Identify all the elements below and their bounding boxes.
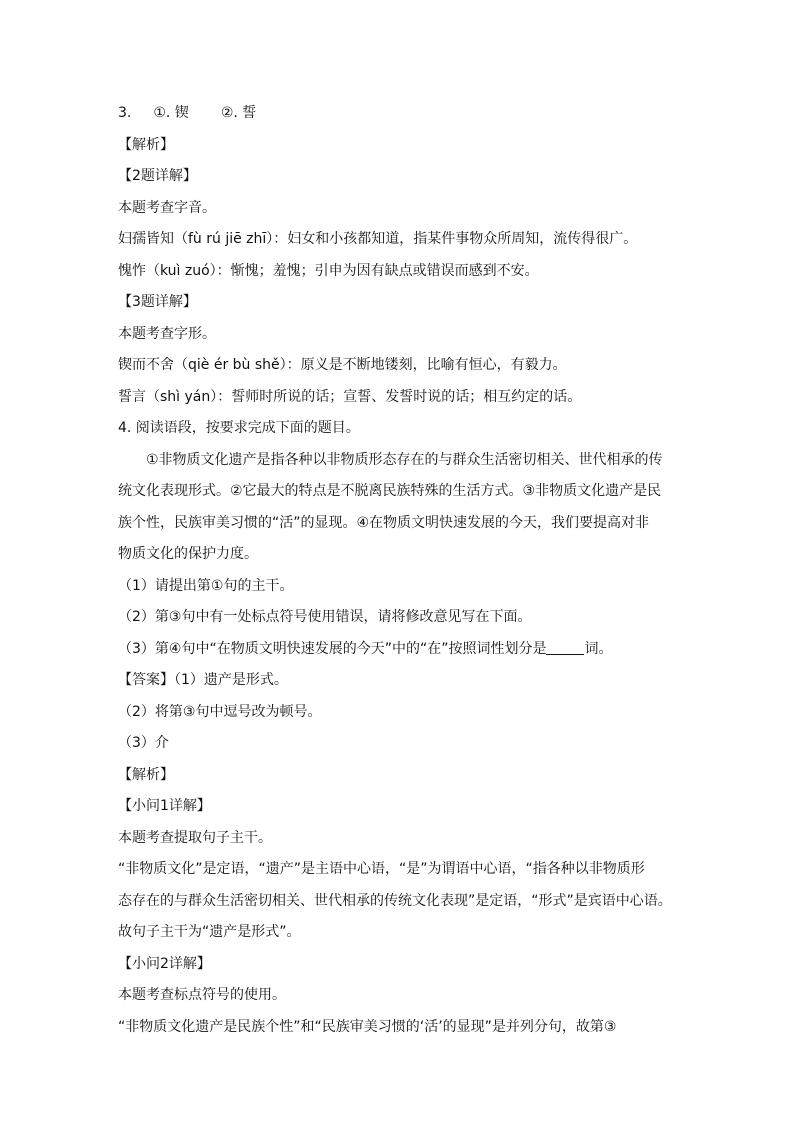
sub-question-3-text: （3）第④句中“在物质文明快速发展的今天”中的“在”按照词性划分是: [118, 640, 547, 657]
detail-3-topic: 本题考查字形。: [118, 325, 216, 342]
sub-1-line-1: “非物质文化”是定语，“遗产”是主语中心语，“是”为谓语中心语，“指各种以非物质形: [118, 861, 645, 877]
detail-2-word-2: 愧怍（kuì zuó）：惭愧；羞愧；引申为因有缺点或错误而感到不安。: [118, 262, 539, 279]
sub-1-line-3: 故句子主干为“遗产是形式”。: [118, 924, 301, 940]
question-4-title: 4. 阅读语段，按要求完成下面的题目。: [118, 420, 360, 436]
sub-question-3: [118, 634, 688, 666]
detail-2-topic: 本题考查字音。: [118, 199, 216, 216]
analysis-heading: 【解析】: [118, 136, 174, 153]
answer-3: （3）介: [118, 735, 169, 751]
passage-line-3: 族个性，民族审美习惯的“活”的显现。④在物质文明快速发展的今天，我们要提高对非: [118, 514, 650, 531]
analysis-heading-2: 【解析】: [118, 766, 174, 783]
sub-question-3-suffix: 词。: [584, 640, 613, 657]
detail-2-heading: 【2题详解】: [118, 168, 197, 184]
sub-question-2: （2）第③句中有一处标点符号使用错误，请将修改意见写在下面。: [118, 609, 532, 625]
sub-2-heading: 【小问2详解】: [118, 955, 211, 972]
document-page: [118, 98, 688, 1043]
q3-answer-1: ①. 锲: [153, 105, 189, 121]
passage-line-1: ①非物质文化遗产是指各种以非物质形态存在的与群众生活密切相关、世代相承的传: [146, 451, 663, 468]
sub-2-topic: 本题考查标点符号的使用。: [118, 987, 286, 1003]
answer-2: （2）将第③句中逗号改为顿号。: [118, 703, 322, 720]
detail-3-word-1: 锲而不舍（qiè ér bù shě）：原义是不断地镂刻，比喻有恒心，有毅力。: [118, 357, 567, 373]
passage-line-4: 物质文化的保护力度。: [118, 546, 258, 562]
sub-question-1: （1）请提出第①句的主干。: [118, 577, 294, 594]
q3-number: 3.: [118, 105, 132, 121]
sub-2-line-1: “非物质文化遗产是民族个性”和“民族审美习惯的‘活’的显现”是并列分句，故第③: [118, 1018, 617, 1035]
answer-1: 【答案】（1）遗产是形式。: [118, 672, 288, 688]
detail-3-word-2: 誓言（shì yán）：誓师时所说的话；宣誓、发誓时说的话；相互约定的话。: [118, 388, 582, 405]
q3-answer-2: ②. 誓: [220, 105, 257, 121]
passage-line-2: 统文化表现形式。②它最大的特点是不脱离民族特殊的生活方式。③非物质文化遗产是民: [118, 483, 662, 499]
sub-1-line-2: 态存在的与群众生活密切相关、世代相承的传统文化表现”是定语，“形式”是宾语中心语。: [118, 892, 672, 909]
sub-1-heading: 【小问1详解】: [118, 798, 211, 814]
sub-1-topic: 本题考查提取句子主干。: [118, 829, 272, 846]
detail-2-word-1: 妇孺皆知（fù rú jiē zhī）：妇女和小孩都知道，指某件事物众所周知，流传得很广。: [118, 231, 638, 247]
answer-blank[interactable]: [546, 640, 584, 655]
detail-3-heading: 【3题详解】: [118, 294, 197, 310]
q3-answer-line: [118, 98, 688, 130]
